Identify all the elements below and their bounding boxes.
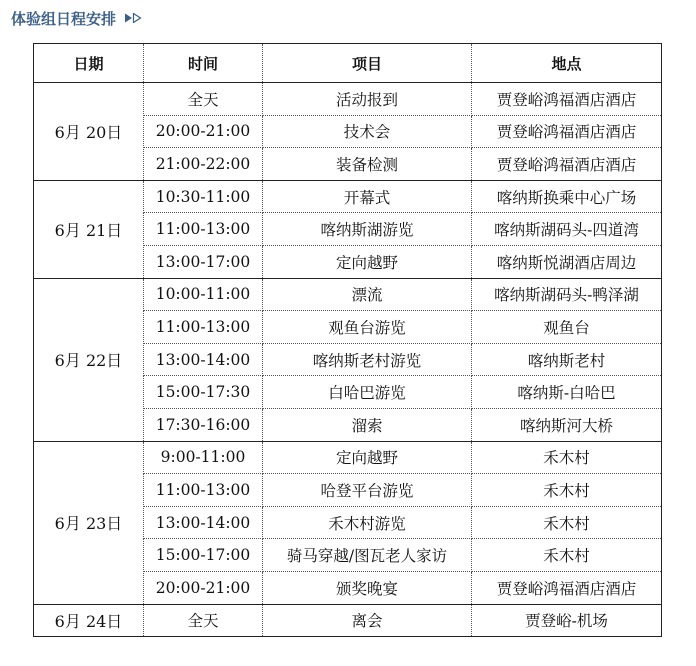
schedule-table [33,43,662,637]
place-cell: 禾木村 [472,441,662,474]
table-row [34,278,662,311]
item-cell: 漂流 [263,278,472,311]
time-cell: 9:00-11:00 [144,441,263,474]
time-cell: 13:00-14:00 [144,343,263,376]
time-cell: 15:00-17:00 [144,539,263,572]
place-cell: 贾登峪鸿福酒店酒店 [472,571,662,604]
item-cell: 技术会 [263,115,472,148]
place-cell: 喀纳斯换乘中心广场 [472,180,662,213]
header-date: 日期 [34,44,144,83]
item-cell: 喀纳斯湖游览 [263,213,472,246]
time-cell: 全天 [144,604,263,637]
table-row [34,83,662,116]
place-cell: 喀纳斯-白哈巴 [472,376,662,409]
item-cell: 观鱼台游览 [263,311,472,344]
place-cell: 喀纳斯湖码头-四道湾 [472,213,662,246]
date-cell: 6月 24日 [34,604,144,637]
table-row [34,441,662,474]
schedule-body [34,83,662,637]
double-play-arrow-icon [124,13,142,23]
date-cell: 6月 21日 [34,180,144,278]
place-cell: 贾登峪鸿福酒店酒店 [472,148,662,181]
place-cell: 喀纳斯河大桥 [472,408,662,441]
item-cell: 离会 [263,604,472,637]
time-cell: 17:30-16:00 [144,408,263,441]
date-cell: 6月 20日 [34,83,144,181]
header-time: 时间 [144,44,263,83]
schedule-heading [11,6,142,30]
place-cell: 禾木村 [472,506,662,539]
item-cell: 颁奖晚宴 [263,571,472,604]
time-cell: 11:00-13:00 [144,474,263,507]
place-cell: 禾木村 [472,474,662,507]
place-cell: 观鱼台 [472,311,662,344]
place-cell: 贾登峪鸿福酒店酒店 [472,83,662,116]
time-cell: 20:00-21:00 [144,115,263,148]
header-place: 地点 [472,44,662,83]
table-row [34,604,662,637]
item-cell: 禾木村游览 [263,506,472,539]
time-cell: 全天 [144,83,263,116]
place-cell: 禾木村 [472,539,662,572]
time-cell: 13:00-14:00 [144,506,263,539]
item-cell: 骑马穿越/图瓦老人家访 [263,539,472,572]
item-cell: 哈登平台游览 [263,474,472,507]
place-cell: 喀纳斯老村 [472,343,662,376]
date-cell: 6月 23日 [34,441,144,604]
time-cell: 10:30-11:00 [144,180,263,213]
time-cell: 21:00-22:00 [144,148,263,181]
header-row [34,44,662,83]
time-cell: 10:00-11:00 [144,278,263,311]
schedule-title: 体验组日程安排 [11,9,117,28]
place-cell: 贾登峪-机场 [472,604,662,637]
item-cell: 定向越野 [263,441,472,474]
date-cell: 6月 22日 [34,278,144,441]
place-cell: 喀纳斯悦湖酒店周边 [472,245,662,278]
time-cell: 20:00-21:00 [144,571,263,604]
place-cell: 贾登峪鸿福酒店酒店 [472,115,662,148]
item-cell: 定向越野 [263,245,472,278]
time-cell: 15:00-17:30 [144,376,263,409]
header-item: 项目 [263,44,472,83]
item-cell: 喀纳斯老村游览 [263,343,472,376]
time-cell: 11:00-13:00 [144,311,263,344]
item-cell: 白哈巴游览 [263,376,472,409]
item-cell: 溜索 [263,408,472,441]
item-cell: 开幕式 [263,180,472,213]
item-cell: 活动报到 [263,83,472,116]
place-cell: 喀纳斯湖码头-鸭泽湖 [472,278,662,311]
item-cell: 装备检测 [263,148,472,181]
time-cell: 11:00-13:00 [144,213,263,246]
table-row [34,180,662,213]
time-cell: 13:00-17:00 [144,245,263,278]
